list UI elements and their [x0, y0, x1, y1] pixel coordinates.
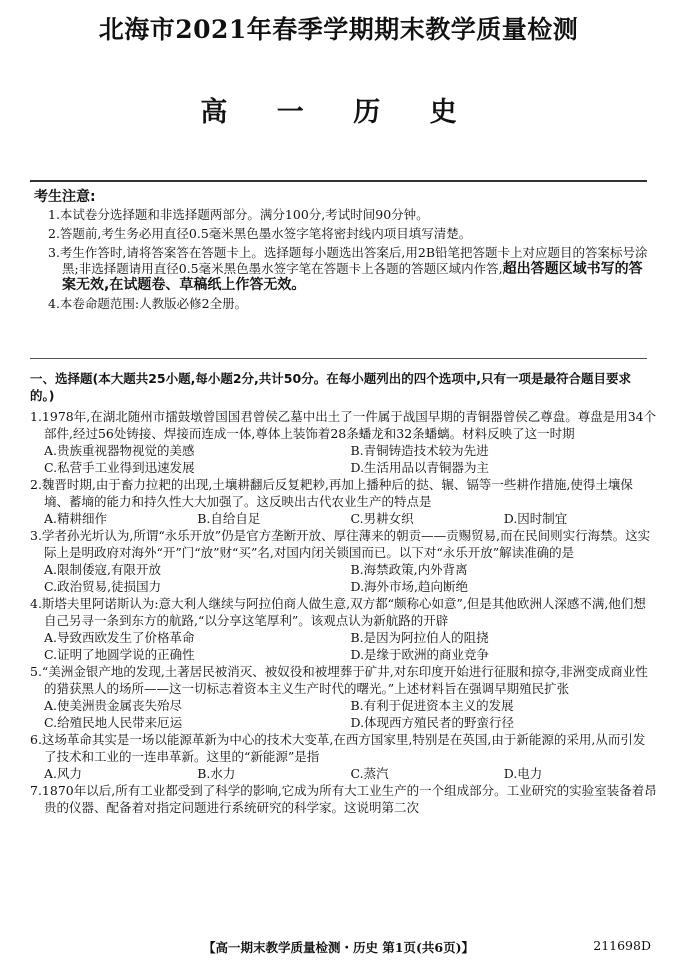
notice-item: 4.本卷命题范围:人教版必修2全册。	[48, 296, 248, 311]
question-stem: 6.这场革命其实是一场以能源革新为中心的技术大变革,在西方国家里,特别是在英国,由于新能源的采用,从而引发了技术和工业的一连串革新。这里的“新能源”是指	[30, 732, 646, 764]
question	[30, 731, 657, 782]
question-stem: 4.斯塔夫里阿诺斯认为:意大利人继续与阿拉伯商人做生意,双方都“颇称心如意”,但是其他欧洲人深感不满,他们想自己另寻一条到东方的航路,“以分享这笔厚利”。该观点认为新航路的开辟	[30, 596, 646, 628]
question-stem: 5.“美洲金银产地的发现,土著居民被消灭、被奴役和被埋葬于矿井,对东印度开始进行征服和掠夺,非洲变成商业性的猎获黑人的场所——这一切标志着资本主义生产时代的曙光。”上述材料旨在强调早期殖民扩张	[30, 664, 648, 696]
option: C.证明了地圆学说的正确性	[44, 647, 195, 662]
option: C.政治贸易,徒损国力	[44, 579, 162, 594]
question-options	[30, 561, 657, 595]
notice-item: 1.本试卷分选择题和非选择题两部分。满分100分,考试时间90分钟。	[48, 207, 429, 222]
section-heading: 一、选择题(本大题共25小题,每小题2分,共计50分。在每小题列出的四个选项中,只有一项是最符合题目要求的。)	[30, 371, 631, 403]
question-options	[30, 697, 657, 731]
footer-code: 211698D	[593, 938, 651, 953]
option: A.风力	[44, 766, 83, 781]
question	[30, 476, 657, 527]
notice-item: 2.答题前,考生务必用直径0.5毫米黑色墨水签字笔将密封线内项目填写清楚。	[48, 226, 472, 241]
question	[30, 663, 657, 731]
option: B.青铜铸造技术较为先进	[350, 443, 489, 458]
question-stem: 2.魏晋时期,由于畜力拉耙的出现,土壤耕翻后反复耙耖,再加上播种后的挞、辗、镉等一些耕作措施,使得土壤保墒、蓄墒的能力和持久性大大加强了。这反映出古代农业生产的特点是	[30, 477, 633, 509]
option: D.因时制宜	[503, 511, 568, 526]
option: A.导致西欧发生了价格革命	[44, 630, 195, 645]
question-options	[30, 510, 657, 527]
notice-title: 考生注意:	[34, 189, 96, 205]
option: C.给殖民地人民带来厄运	[44, 715, 183, 730]
option: D.体现西方殖民者的野蛮行径	[350, 715, 515, 730]
option: A.限制倭寇,有限开放	[44, 562, 161, 577]
option: C.私营手工业得到迅速发展	[44, 460, 195, 475]
question-options	[30, 442, 657, 476]
question	[30, 595, 657, 663]
notice-item	[34, 245, 656, 293]
option: B.自给自足	[197, 511, 261, 526]
option: D.生活用品以青铜器为主	[350, 460, 490, 475]
option: B.水力	[197, 766, 236, 781]
subject-title: 高 一 历 史	[200, 97, 477, 128]
question-stem: 1.1978年,在湖北随州市擂鼓墩曾国国君曾侯乙墓中出土了一件属于战国早期的青铜器曾侯乙尊盘。尊盘是用34个部件,经过56处铸接、焊接而连成一体,尊体上装饰着28条蟠龙和32条蟠螭。材料反映了这一时期	[30, 409, 657, 441]
question-options	[30, 629, 657, 663]
option: C.蒸汽	[350, 766, 389, 781]
notice-item-text: 3.考生作答时,请将答案答在答题卡上。选择题每小题选出答案后,用2B铅笔把答题卡上对应题目的答案标号涂黑;非选择题请用直径0.5毫米黑色墨水签字笔在答题卡上各题的答题区域内作答,	[48, 245, 648, 276]
notice-item-bold: 超出答题区域书写的答案无效,在试题卷、草稿纸上作答无效。	[62, 261, 643, 293]
option: A.使美洲贵金属丧失殆尽	[44, 698, 183, 713]
option: B.海禁政策,内外背离	[350, 562, 468, 577]
question	[30, 408, 657, 476]
footer-page-info: 【高一期末教学质量检测・历史 第1页(共6页)】	[202, 940, 475, 955]
option: C.男耕女织	[350, 511, 414, 526]
question	[30, 527, 657, 595]
question-list	[30, 408, 657, 816]
notice-block	[34, 189, 656, 315]
option: D.电力	[503, 766, 543, 781]
question-stem: 7.1870年以后,所有工业都受到了科学的影响,它成为所有大工业生产的一个组成部分。工业研究的实验室装备着昂贵的仪器、配备着对指定问题进行系统研究的科学家。这说明第二次	[30, 783, 657, 815]
divider-line	[30, 180, 647, 182]
question-options	[30, 765, 657, 782]
option: B.是因为阿拉伯人的阻挠	[350, 630, 489, 645]
question	[30, 782, 657, 816]
option: D.海外市场,趋向断绝	[350, 579, 469, 594]
option: A.贵族重视器物视觉的美感	[44, 443, 195, 458]
option: D.是缘于欧洲的商业竞争	[350, 647, 490, 662]
question-stem: 3.学者孙光圻认为,所谓“永乐开放”仍是官方垄断开放、厚往薄来的朝贡——贡赐贸易,而在民间则实行海禁。这实际上是明政府对海外“开”门“放”财“买”名,对国内闭关锁国而已。以下对“永乐开放”解读准确的是	[30, 528, 651, 560]
option: A.精耕细作	[44, 511, 108, 526]
exam-title: 北海市2021年春季学期期末教学质量检测	[98, 15, 579, 44]
divider-line	[30, 358, 647, 359]
option: B.有利于促进资本主义的发展	[350, 698, 514, 713]
